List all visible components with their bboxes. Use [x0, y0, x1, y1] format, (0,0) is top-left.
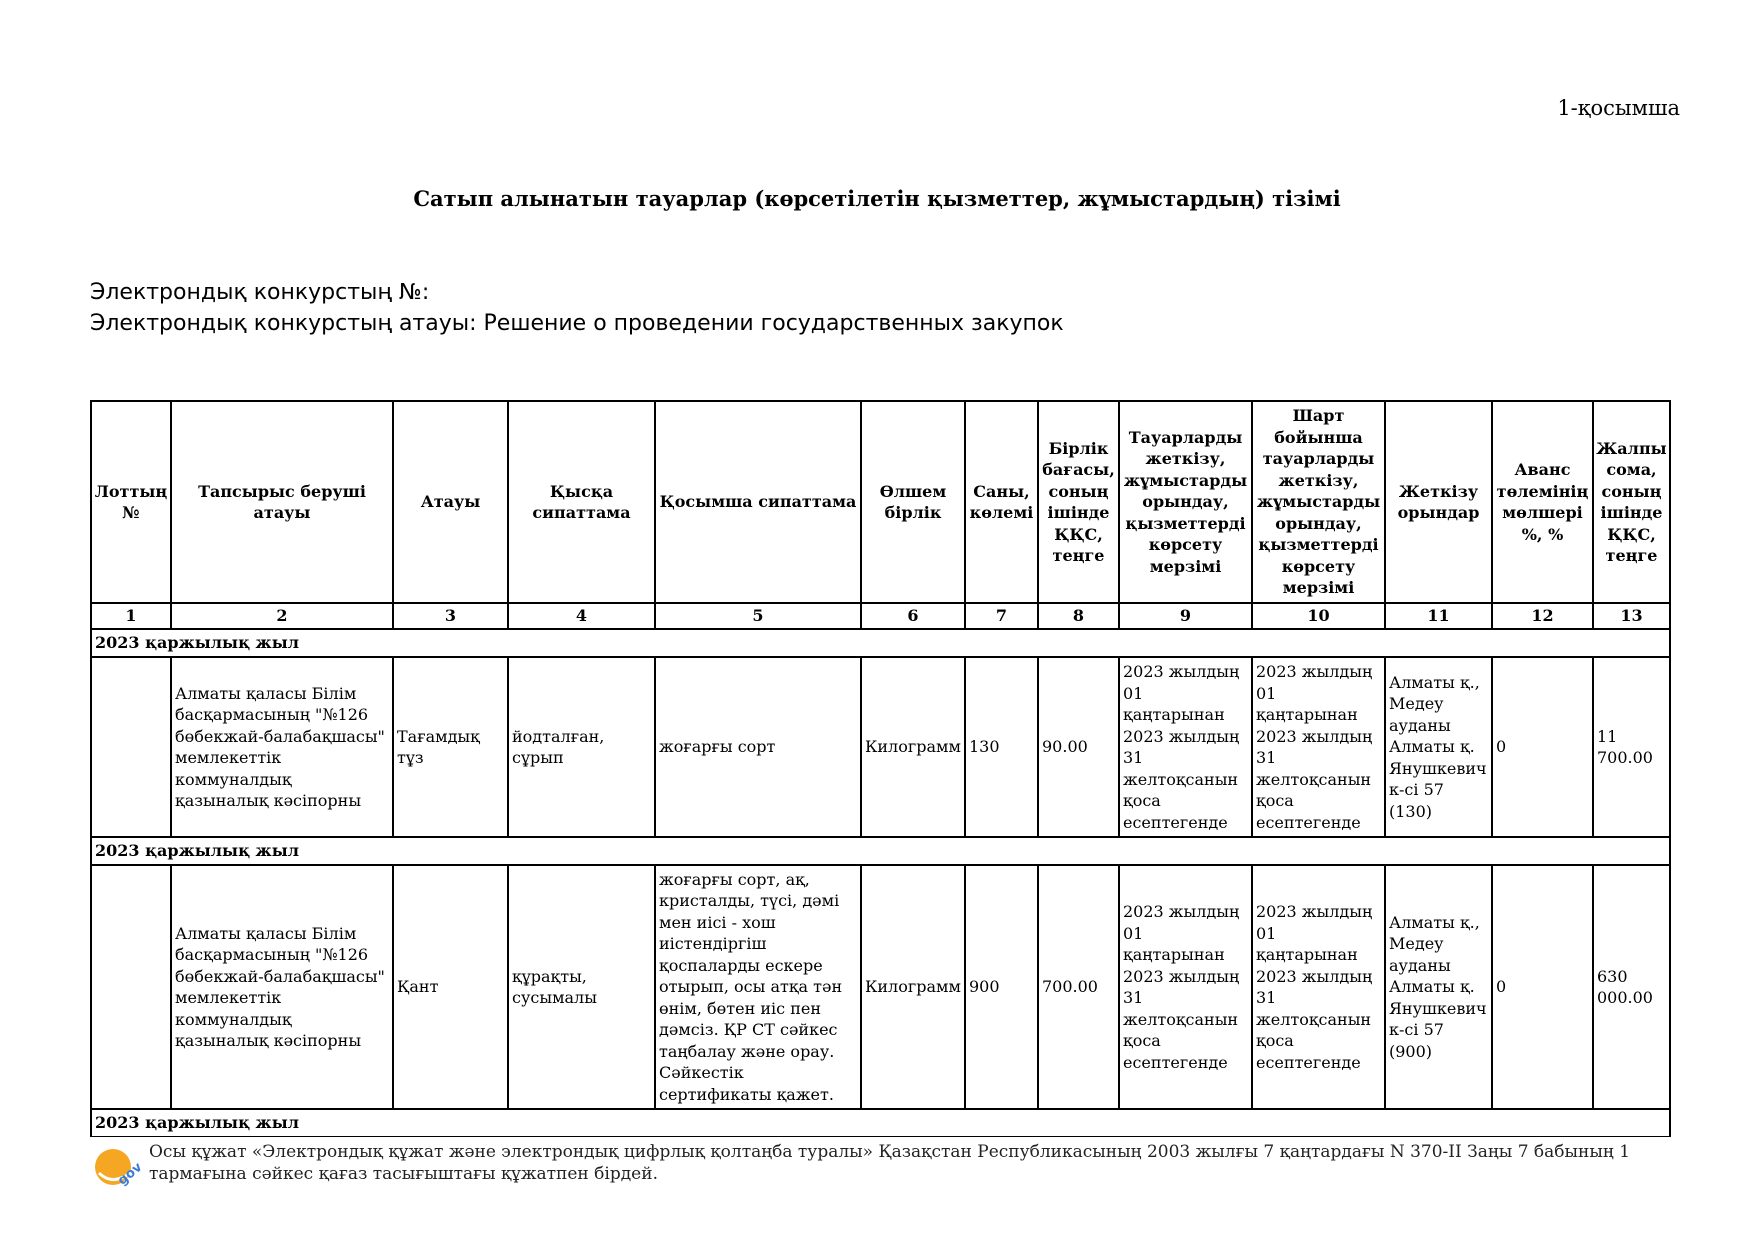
quantity: 130	[965, 657, 1038, 837]
header-cell: Тауарларды жеткізу, жұмыстарды орындау, қызметтерді көрсету мерзімі	[1119, 401, 1252, 603]
header-cell: Бірлік бағасы, соның ішінде ҚҚС, теңге	[1038, 401, 1119, 603]
extra-description: жоғарғы сорт	[655, 657, 861, 837]
year-group-row	[91, 629, 1670, 657]
unit-price: 90.00	[1038, 657, 1119, 837]
header-cell: Қосымша сипаттама	[655, 401, 861, 603]
header-cell: Аванс төлемінің мөлшері %, %	[1492, 401, 1593, 603]
column-number: 11	[1385, 603, 1492, 629]
year-label: 2023 қаржылық жыл	[91, 837, 1670, 865]
item-name: Қант	[393, 865, 508, 1109]
year-group-row	[91, 1109, 1670, 1137]
advance-percent: 0	[1492, 657, 1593, 837]
header-cell: Жалпы сома, соның ішінде ҚҚС, теңге	[1593, 401, 1670, 603]
contract-term: 2023 жылдың 01 қаңтарынан 2023 жылдың 31 желтоқсанын қоса есептегенде	[1252, 865, 1385, 1109]
contract-term: 2023 жылдың 01 қаңтарынан 2023 жылдың 31 желтоқсанын қоса есептегенде	[1252, 657, 1385, 837]
legal-footer-text: Осы құжат «Электрондық құжат және электрондық цифрлық қолтаңба туралы» Қазақстан Республикасының 2003 жылғы 7 қаңтардағы N 370-II Заңы 7 бабының 1 тармағына сәйкес қағаз тасығыштағы құжатпен бірдей.	[149, 1142, 1631, 1184]
item-name: Тағамдық тұз	[393, 657, 508, 837]
contest-name-label: Электрондық конкурстың атауы: Решение о проведении государственных закупок	[90, 311, 1064, 336]
delivery-term: 2023 жылдың 01 қаңтарынан 2023 жылдың 31 желтоқсанын қоса есептегенде	[1119, 657, 1252, 837]
column-number: 3	[393, 603, 508, 629]
table-row	[91, 865, 1670, 1109]
total-amount: 630 000.00	[1593, 865, 1670, 1109]
advance-percent: 0	[1492, 865, 1593, 1109]
quantity: 900	[965, 865, 1038, 1109]
column-number-row	[91, 603, 1670, 629]
year-label: 2023 қаржылық жыл	[91, 629, 1670, 657]
lots-table	[90, 400, 1671, 1137]
delivery-term: 2023 жылдың 01 қаңтарынан 2023 жылдың 31 желтоқсанын қоса есептегенде	[1119, 865, 1252, 1109]
unit: Килограмм	[861, 865, 965, 1109]
column-number: 6	[861, 603, 965, 629]
extra-description: жоғарғы сорт, ақ, кристалды, түсі, дәмі мен иісі - хош иістендіргіш қоспаларды ескере отырып, осы атқа тән өнім, бөтен иіс пен дәмсіз. ҚР СТ сәйкес таңбалау және орау. Сәйкестік сертификаты қажет.	[655, 865, 861, 1109]
total-amount: 11 700.00	[1593, 657, 1670, 837]
column-number: 10	[1252, 603, 1385, 629]
header-cell: Өлшем бірлік	[861, 401, 965, 603]
delivery-place: Алматы қ., Медеу ауданы Алматы қ. Янушкевич к-сі 57 (900)	[1385, 865, 1492, 1109]
column-number: 12	[1492, 603, 1593, 629]
appendix-label: 1-қосымша	[1557, 96, 1680, 120]
table-row	[91, 657, 1670, 837]
column-number: 1	[91, 603, 171, 629]
header-cell: Атауы	[393, 401, 508, 603]
egov-logo-icon	[93, 1143, 146, 1193]
year-label: 2023 қаржылық жыл	[91, 1109, 1670, 1137]
column-number: 4	[508, 603, 655, 629]
column-number: 2	[171, 603, 393, 629]
header-cell: Жеткізу орындар	[1385, 401, 1492, 603]
header-cell: Шарт бойынша тауарларды жеткізу, жұмыстарды орындау, қызметтерді көрсету мерзімі	[1252, 401, 1385, 603]
lot-number	[91, 657, 171, 837]
column-number: 7	[965, 603, 1038, 629]
customer-name: Алматы қаласы Білім басқармасының "№126 бөбекжай-балабақшасы" мемлекеттік коммуналдық қазыналық кәсіпорны	[171, 865, 393, 1109]
unit: Килограмм	[861, 657, 965, 837]
unit-price: 700.00	[1038, 865, 1119, 1109]
year-group-row	[91, 837, 1670, 865]
header-cell: Қысқа сипаттама	[508, 401, 655, 603]
header-cell: Тапсырыс беруші атауы	[171, 401, 393, 603]
short-description: құрақты, сусымалы	[508, 865, 655, 1109]
column-number: 9	[1119, 603, 1252, 629]
lot-number	[91, 865, 171, 1109]
delivery-place: Алматы қ., Медеу ауданы Алматы қ. Янушкевич к-сі 57 (130)	[1385, 657, 1492, 837]
svg-text:gov: gov	[115, 1159, 146, 1189]
header-cell: Лоттың №	[91, 401, 171, 603]
customer-name: Алматы қаласы Білім басқармасының "№126 бөбекжай-балабақшасы" мемлекеттік коммуналдық қазыналық кәсіпорны	[171, 657, 393, 837]
short-description: йодталған, сұрып	[508, 657, 655, 837]
contest-number-label: Электрондық конкурстың №:	[90, 280, 430, 305]
document-title: Сатып алынатын тауарлар (көрсетілетін қызметтер, жұмыстардың) тізімі	[413, 186, 1341, 211]
header-cell: Саны, көлемі	[965, 401, 1038, 603]
column-number: 13	[1593, 603, 1670, 629]
column-number: 5	[655, 603, 861, 629]
header-row	[91, 401, 1670, 603]
column-number: 8	[1038, 603, 1119, 629]
